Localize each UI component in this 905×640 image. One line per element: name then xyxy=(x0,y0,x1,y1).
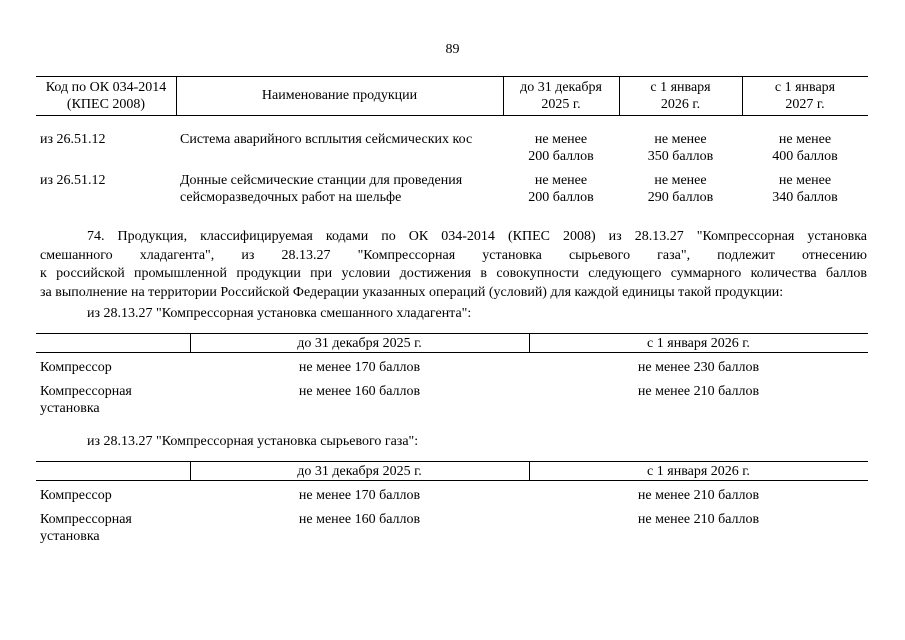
paragraph-line: за выполнение на территории Российской Федерации указанных операций (условий) для каждой единицы такой продукции: xyxy=(40,284,784,300)
header-col2-line: 2026 г. xyxy=(660,97,701,112)
cell-line: не менее xyxy=(534,173,588,188)
row-col2 xyxy=(619,172,742,206)
cell-line: Донные сейсмические станции для проведения xyxy=(180,173,463,188)
cell-line: не менее xyxy=(778,132,832,147)
cell-line: Компрессорная xyxy=(40,512,132,527)
header-code-line: (КПЕС 2008) xyxy=(66,97,146,112)
row-col1: не менее 160 баллов xyxy=(298,384,421,399)
row-col2: не менее 210 баллов xyxy=(637,384,760,399)
table-top-border xyxy=(36,333,868,334)
cell-line: установка xyxy=(40,529,100,544)
cell-line: сейсморазведочных работ на шельфе xyxy=(180,190,402,205)
section-title-mixed-refrigerant: из 28.13.27 "Компрессорная установка смешанного хладагента": xyxy=(87,306,472,321)
row-col2: не менее 210 баллов xyxy=(637,512,760,527)
header-code xyxy=(36,79,176,113)
cell-line: не менее xyxy=(534,132,588,147)
cell-line: не менее xyxy=(778,173,832,188)
table-top-border xyxy=(36,76,868,77)
row-col3 xyxy=(742,172,868,206)
row-col1: не менее 170 баллов xyxy=(298,360,421,375)
header-col1-line: до 31 декабря xyxy=(520,80,602,95)
row-label xyxy=(40,383,132,417)
header-col2: с 1 января 2026 г. xyxy=(647,464,750,479)
header-col3 xyxy=(742,79,868,113)
cell-line: установка xyxy=(40,401,100,416)
paragraph-74 xyxy=(40,228,867,302)
row-code: из 26.51.12 xyxy=(40,132,106,147)
row-col3 xyxy=(742,131,868,165)
paragraph-line: 74. Продукция, классифицируемая кодами по ОК 034-2014 (КПЕС 2008) из 28.13.27 "Компрессорная установка xyxy=(87,229,867,244)
row-col1 xyxy=(503,172,619,206)
table-header-border xyxy=(36,115,868,116)
cell-line: 200 баллов xyxy=(528,149,594,164)
row-name xyxy=(180,172,462,206)
row-col2: не менее 230 баллов xyxy=(637,360,760,375)
cell-line: 340 баллов xyxy=(772,190,838,205)
header-col1: до 31 декабря 2025 г. xyxy=(297,336,422,351)
header-col1 xyxy=(503,79,619,113)
table-header-border xyxy=(36,480,868,481)
header-code-line: Код по ОК 034-2014 xyxy=(45,80,167,95)
header-col1: до 31 декабря 2025 г. xyxy=(297,464,422,479)
row-col1: не менее 170 баллов xyxy=(298,488,421,503)
row-code: из 26.51.12 xyxy=(40,173,106,188)
header-col1-line: 2025 г. xyxy=(541,97,581,112)
header-col2: с 1 января 2026 г. xyxy=(647,336,750,351)
row-label xyxy=(40,511,132,545)
header-col3-line: 2027 г. xyxy=(785,97,825,112)
cell-line: 350 баллов xyxy=(647,149,714,164)
section-title-feed-gas: из 28.13.27 "Компрессорная установка сырьевого газа": xyxy=(87,434,419,449)
cell-line: 290 баллов xyxy=(647,190,714,205)
table-top-border xyxy=(36,461,868,462)
row-col1 xyxy=(503,131,619,165)
header-col3-line: с 1 января xyxy=(774,80,836,95)
header-name: Наименование продукции xyxy=(261,88,418,103)
paragraph-line: смешанного хладагента", из 28.13.27 "Компрессорная установка сырьевого газа", подлежит отнесению xyxy=(40,247,867,263)
cell-line: 200 баллов xyxy=(528,190,594,205)
row-col1: не менее 160 баллов xyxy=(298,512,421,527)
cell-line: 400 баллов xyxy=(772,149,838,164)
row-col2: не менее 210 баллов xyxy=(637,488,760,503)
cell-line: не менее xyxy=(654,173,707,188)
cell-line: не менее xyxy=(654,132,707,147)
table-header-border xyxy=(36,352,868,353)
page-number: 89 xyxy=(445,42,460,57)
row-name: Система аварийного всплытия сейсмических кос xyxy=(180,132,473,147)
row-label: Компрессор xyxy=(40,488,112,503)
row-label: Компрессор xyxy=(40,360,112,375)
cell-line: Компрессорная xyxy=(40,384,132,399)
paragraph-line: к российской промышленной продукции при условии достижения в совокупности следующего суммарного количества баллов xyxy=(40,266,867,282)
header-col2 xyxy=(619,79,742,113)
header-col2-line: с 1 января xyxy=(650,80,711,95)
row-col2 xyxy=(619,131,742,165)
